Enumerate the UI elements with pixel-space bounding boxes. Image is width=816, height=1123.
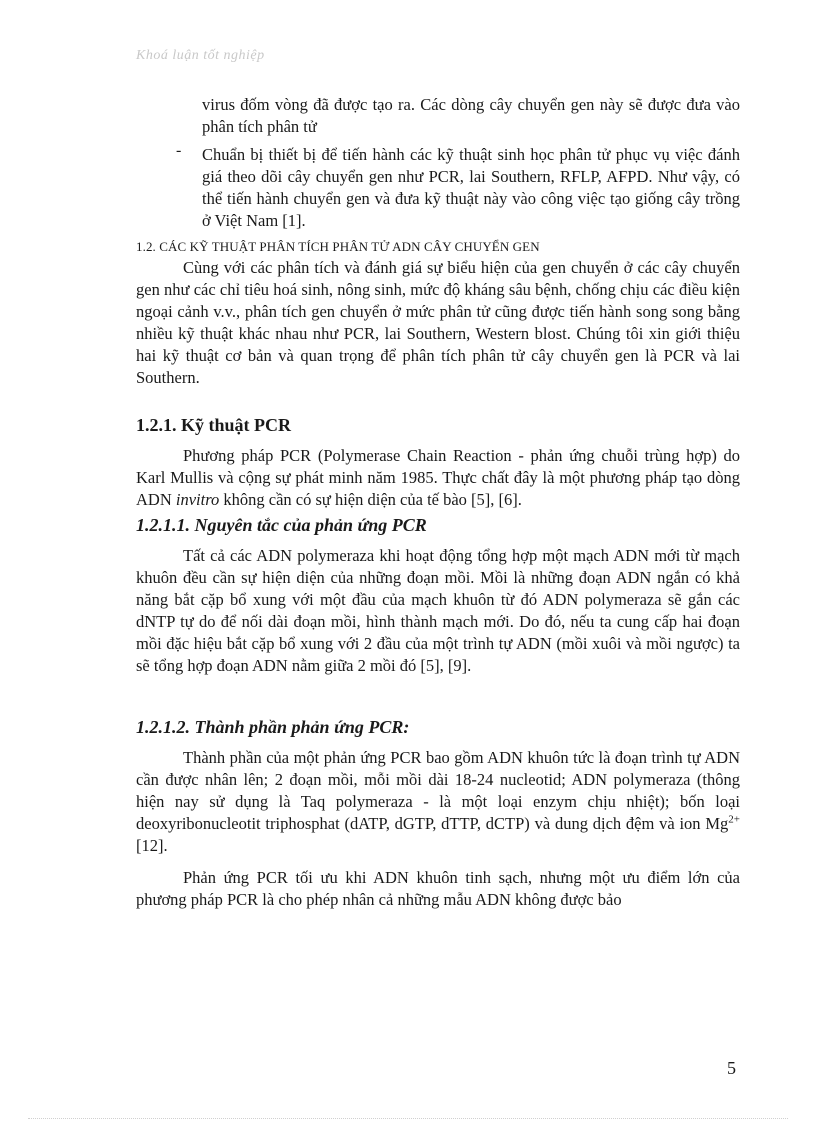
section-heading-1-2: 1.2. CÁC KỸ THUẬT PHÂN TÍCH PHÂN TỬ ADN CÂY CHUYỂN GEN [136, 239, 540, 254]
bullet-dash-icon: - [176, 142, 182, 159]
pcr-components-paragraph [136, 747, 740, 857]
bullet-text: Chuẩn bị thiết bị để tiến hành các kỹ thuật sinh học phân tử phục vụ việc đánh giá theo dõi cây chuyển gen như PCR, lai Southern, RFLP, AFPD. Như vậy, có thể tiến hành chuyển gen và đưa kỹ thuật này vào công việc tạo giống cây trồng ở Việt Nam [1]. [202, 145, 740, 230]
pcr-intro-text: Phương pháp PCR (Polymerase Chain Reaction - phản ứng chuỗi trùng hợp) do Karl Mullis và cộng sự phát minh năm 1985. Thực chất đây là một phương pháp tạo dòng ADN [136, 446, 740, 509]
bullet-item [176, 142, 740, 232]
section-1-2-paragraph: Cùng với các phân tích và đánh giá sự biểu hiện của gen chuyển ở các cây chuyển gen như các chỉ tiêu hoá sinh, nông sinh, mức độ kháng sâu bệnh, chống chịu các điều kiện ngoại cảnh v.v., phân tích gen chuyển ở mức phân tử cũng được tiến hành song song bằng nhiều kỹ thuật khác nhau như PCR, lai Southern, Western blost. Chúng tôi xin giới thiệu hai kỹ thuật cơ bản và quan trọng để phân tích phân tử cây chuyển gen là PCR và lai Southern. [136, 258, 740, 387]
pcr-components-citation: [12]. [136, 836, 168, 855]
section-heading-1-2-1-1: 1.2.1.1. Nguyên tắc của phản ứng PCR [136, 515, 427, 535]
pcr-intro-paragraph [136, 445, 740, 511]
page-body [136, 94, 740, 911]
pcr-intro-text-end: không cần có sự hiện diện của tế bào [5], [6]. [219, 490, 522, 509]
page-number: 5 [727, 1058, 736, 1078]
mg-charge-superscript: 2+ [728, 813, 740, 826]
continued-paragraph: virus đốm vòng đã được tạo ra. Các dòng cây chuyển gen này sẽ được đưa vào phân tích phân tử [202, 95, 740, 136]
invitro-term: invitro [175, 490, 220, 509]
section-heading-1-2-1: 1.2.1. Kỹ thuật PCR [136, 415, 292, 435]
running-header: Khoá luận tốt nghiệp [136, 48, 265, 63]
footer-divider [28, 1118, 788, 1119]
pcr-components-text: Thành phần của một phản ứng PCR bao gồm ADN khuôn tức là đoạn trình tự ADN cần được nhân lên; 2 đoạn mồi, mỗi mồi dài 18-24 nucleotid; ADN polymeraza (thông hiện nay sử dụng là Taq polymeraza - là một loại enzym chịu nhiệt); bốn loại deoxyribonucleotit triphosphat (dATP, dGTP, dTTP, dCTP) và dung dịch đệm và ion Mg [136, 748, 740, 833]
pcr-optimal-paragraph: Phản ứng PCR tối ưu khi ADN khuôn tinh sạch, nhưng một ưu điểm lớn của phương pháp PCR là cho phép nhân cả những mẫu ADN không được bảo [136, 868, 740, 909]
pcr-principle-paragraph: Tất cả các ADN polymeraza khi hoạt động tổng hợp một mạch ADN mới từ mạch khuôn đều cần sự hiện diện của những đoạn mồi. Mồi là những đoạn ADN ngắn có khả năng bắt cặp bổ xung với một đầu của mạch khuôn từ đó ADN polymeraza sẽ gắn các dNTP tự do để nối dài đoạn mồi, hình thành mạch mới. Do đó, nếu ta cung cấp hai đoạn mồi đặc hiệu bắt cặp bổ xung với 2 đầu của một trình tự ADN (mồi xuôi và mồi ngược) ta sẽ tổng hợp đoạn ADN nằm giữa 2 mồi đó [5], [9]. [136, 546, 740, 675]
section-heading-1-2-1-2: 1.2.1.2. Thành phần phản ứng PCR: [136, 717, 410, 737]
